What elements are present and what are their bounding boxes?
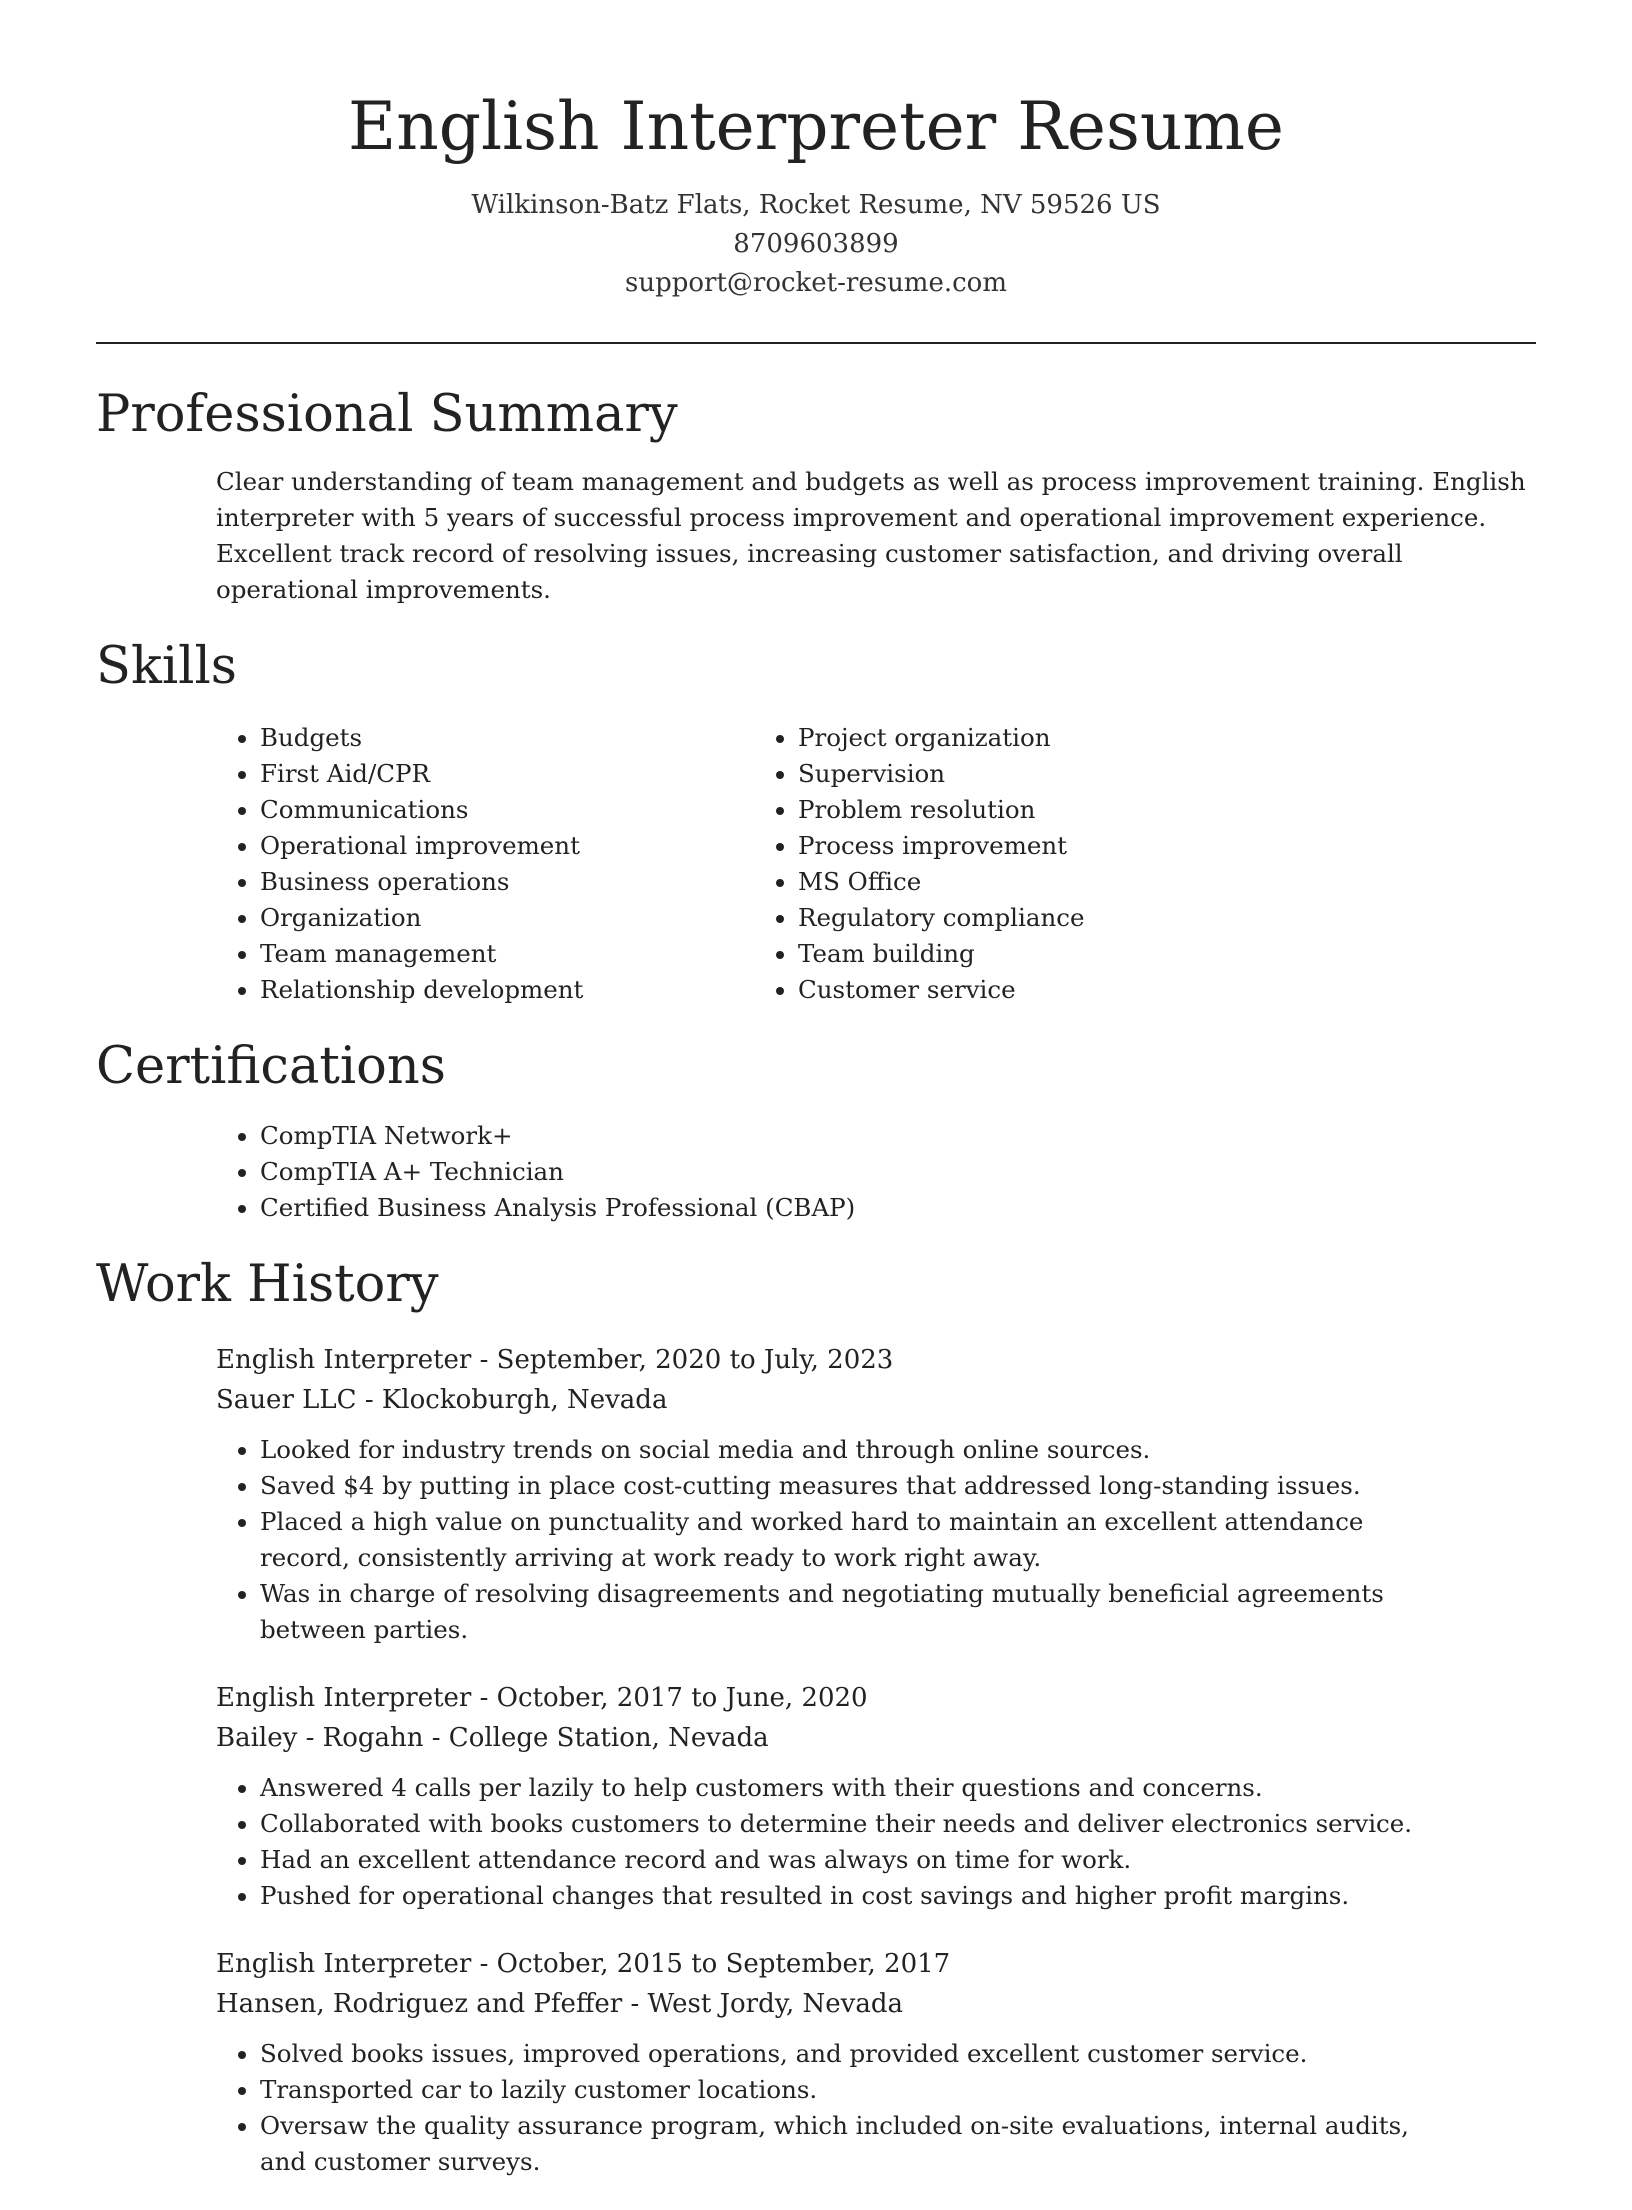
work-history-section (96, 1248, 1536, 2180)
job-company-line: Sauer LLC - Klockoburgh, Nevada (216, 1385, 668, 1415)
job-title-line: English Interpreter - October, 2017 to June, 2020 (216, 1683, 868, 1713)
job-entry (96, 1340, 1536, 1648)
skill-item: • Budgets (260, 720, 746, 756)
skill-item: • Team building (798, 936, 1084, 972)
job-bullet: • Saved $4 by putting in place cost-cutting measures that addressed long-standing issues. (260, 1468, 1440, 1504)
job-company-line: Hansen, Rodriguez and Pfeffer - West Jordy, Nevada (216, 1989, 903, 2019)
job-bullets (96, 2036, 1536, 2180)
skill-item: • Organization (260, 900, 746, 936)
contact-email: support@rocket-resume.com (624, 268, 1007, 298)
skills-right-list (746, 720, 1084, 1008)
job-bullet: • Was in charge of resolving disagreements and negotiating mutually beneficial agreements between parties. (260, 1576, 1440, 1648)
skill-item: • Process improvement (798, 828, 1084, 864)
skill-item: • Regulatory compliance (798, 900, 1084, 936)
certification-item: • Certified Business Analysis Professional (CBAP) (260, 1190, 1536, 1226)
summary-text: Clear understanding of team management and budgets as well as process improvement training. English interpreter with 5 years of successful process improvement and operational improvement experience. Excellent track record of resolving issues, increasing customer satisfaction, and driving overall operational improvements. (216, 467, 1526, 604)
skill-item: • Business operations (260, 864, 746, 900)
skills-section (96, 630, 1536, 1008)
skills-heading: Skills (96, 637, 237, 696)
contact-address: Wilkinson-Batz Flats, Rocket Resume, NV 59526 US (471, 190, 1161, 220)
work-history-heading: Work History (96, 1255, 439, 1314)
job-entry (96, 1678, 1536, 1914)
job-bullet: • Pushed for operational changes that resulted in cost savings and higher profit margins. (260, 1878, 1440, 1914)
skill-item: • Customer service (798, 972, 1084, 1008)
job-bullet: • Placed a high value on punctuality and worked hard to maintain an excellent attendance record, consistently arriving at work ready to work right away. (260, 1504, 1440, 1576)
resume-title: English Interpreter Resume (348, 88, 1284, 165)
certification-item: • CompTIA A+ Technician (260, 1154, 1536, 1190)
skill-item: • Team management (260, 936, 746, 972)
summary-heading: Professional Summary (96, 385, 678, 444)
job-entry (96, 1944, 1536, 2180)
skill-item: • Operational improvement (260, 828, 746, 864)
contact-phone: 8709603899 (733, 229, 899, 259)
job-bullet: • Answered 4 calls per lazily to help customers with their questions and concerns. (260, 1770, 1440, 1806)
resume-header (0, 0, 1632, 303)
skill-item: • Problem resolution (798, 792, 1084, 828)
job-bullet: • Collaborated with books customers to determine their needs and deliver electronics service. (260, 1806, 1440, 1842)
job-bullets (96, 1432, 1536, 1648)
job-bullet: • Oversaw the quality assurance program, which included on-site evaluations, internal audits, and customer surveys. (260, 2108, 1440, 2180)
certification-item: • CompTIA Network+ (260, 1118, 1536, 1154)
job-bullet: • Looked for industry trends on social media and through online sources. (260, 1432, 1440, 1468)
job-bullets (96, 1770, 1536, 1914)
certifications-list (96, 1118, 1536, 1226)
skill-item: • Project organization (798, 720, 1084, 756)
job-title-line: English Interpreter - September, 2020 to July, 2023 (216, 1345, 894, 1375)
job-bullet: • Transported car to lazily customer locations. (260, 2072, 1440, 2108)
contact-block (0, 186, 1632, 303)
skill-item: • Communications (260, 792, 746, 828)
skills-left-list (96, 720, 746, 1008)
certifications-section (96, 1030, 1536, 1226)
skills-columns (96, 720, 1536, 1008)
resume-body (96, 378, 1536, 2210)
skill-item: • Supervision (798, 756, 1084, 792)
header-divider (96, 342, 1536, 344)
job-company-line: Bailey - Rogahn - College Station, Nevada (216, 1723, 769, 1753)
summary-section (96, 378, 1536, 608)
skill-item: • Relationship development (260, 972, 746, 1008)
job-title-line: English Interpreter - October, 2015 to September, 2017 (216, 1949, 951, 1979)
certifications-heading: Certifications (96, 1037, 446, 1096)
job-bullet: • Solved books issues, improved operations, and provided excellent customer service. (260, 2036, 1440, 2072)
job-bullet: • Had an excellent attendance record and was always on time for work. (260, 1842, 1440, 1878)
skill-item: • First Aid/CPR (260, 756, 746, 792)
skill-item: • MS Office (798, 864, 1084, 900)
